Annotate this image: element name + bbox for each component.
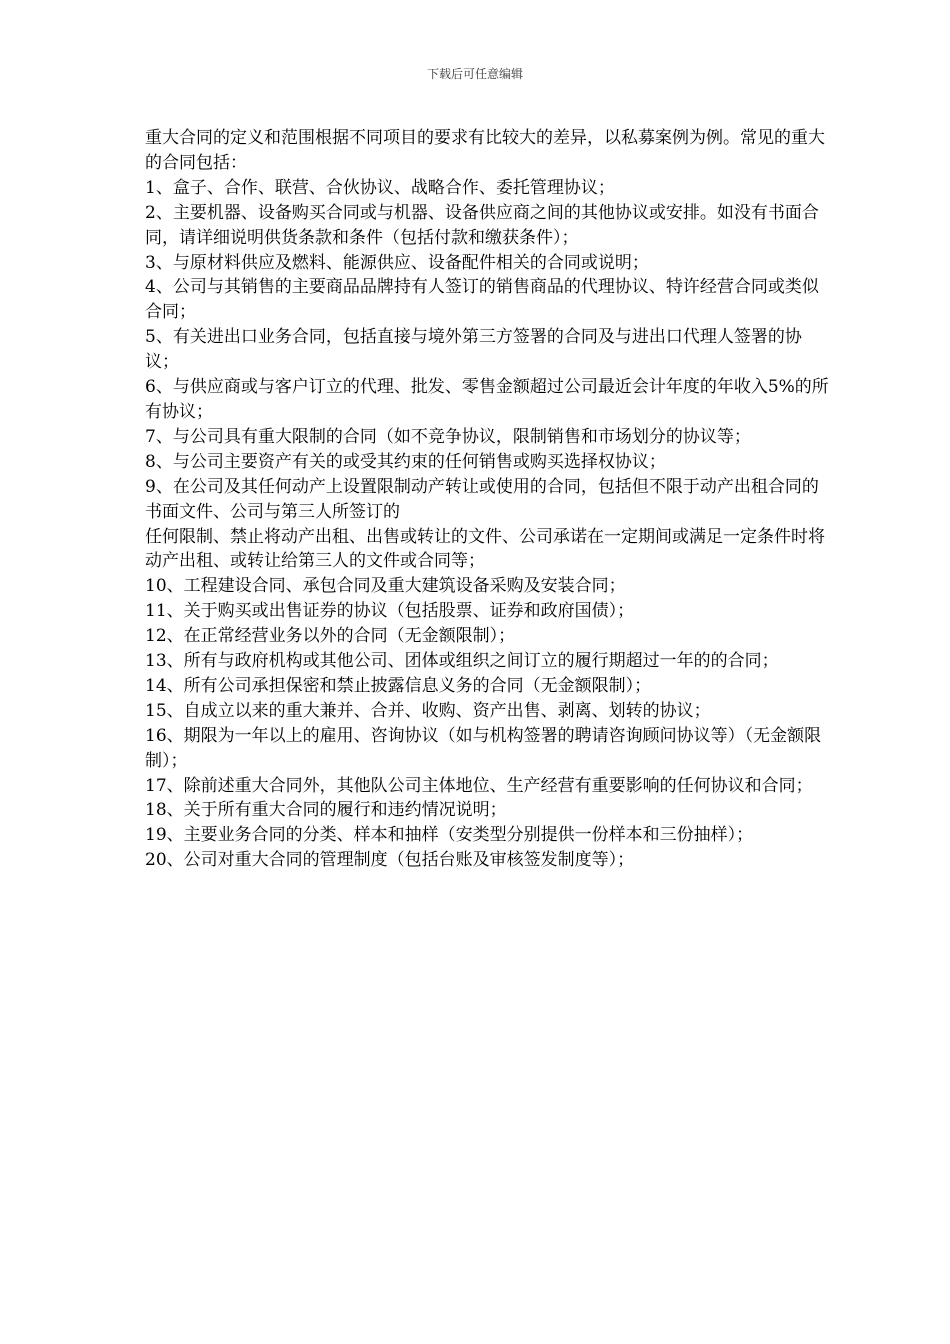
list-item: 3、与原材料供应及燃料、能源供应、设备配件相关的合同或说明；	[145, 252, 649, 273]
list-item: 15、自成立以来的重大兼并、合并、收购、资产出售、剥离、划转的协议；	[145, 700, 711, 721]
list-item: 2、主要机器、设备购买合同或与机器、设备供应商之间的其他协议或安排。如没有书面合同，请详细说明供货条款和条件（包括付款和缴获条件）；	[145, 202, 819, 248]
list-item: 7、与公司具有重大限制的合同（如不竞争协议，限制销售和市场划分的协议等；	[145, 426, 751, 447]
list-item: 9、在公司及其任何动产上设置限制动产转让或使用的合同，包括但不限于动产出租合同的书面文件、公司与第三人所签订的	[145, 476, 819, 522]
list-item: 10、工程建设合同、承包合同及重大建筑设备采购及安装合同；	[145, 576, 626, 597]
intro-paragraph: 重大合同的定义和范围根据不同项目的要求有比较大的差异，以私募案例为例。常见的重大的合同包括：	[145, 128, 825, 173]
list-item: 5、有关进出口业务合同，包括直接与境外第三方签署的合同及与进出口代理人签署的协议；	[145, 327, 802, 373]
document-body	[145, 126, 830, 873]
list-item: 8、与公司主要资产有关的或受其约束的任何销售或购买选择权协议；	[145, 451, 666, 472]
list-item: 16、期限为一年以上的雇用、咨询协议（如与机构签署的聘请咨询顾问协议等）（无金额限制）；	[145, 725, 822, 771]
list-item: 1、盒子、合作、联营、合伙协议、战略合作、委托管理协议；	[145, 177, 615, 198]
list-item: 13、所有与政府机构或其他公司、团体或组织之间订立的履行期超过一年的的合同；	[145, 651, 779, 672]
list-item: 11、关于购买或出售证券的协议（包括股票、证券和政府国债）；	[145, 601, 635, 622]
list-item: 12、在正常经营业务以外的合同（无金额限制）；	[145, 626, 516, 647]
header-note: 下载后可任意编辑	[426, 67, 523, 81]
list-item: 14、所有公司承担保密和禁止披露信息义务的合同（无金额限制）；	[145, 675, 652, 696]
list-item: 17、除前述重大合同外，其他队公司主体地位、生产经营有重要影响的任何协议和合同；	[145, 775, 813, 796]
list-item: 19、主要业务合同的分类、样本和抽样（安类型分别提供一份样本和三份抽样）；	[145, 825, 754, 846]
list-item: 4、公司与其销售的主要商品品牌持有人签订的销售商品的代理协议、特许经营合同或类似合同；	[145, 277, 819, 323]
list-item: 6、与供应商或与客户订立的代理、批发、零售金额超过公司最近会计年度的年收入5%的所有协议；	[145, 377, 829, 422]
list-item: 20、公司对重大合同的管理制度（包括台账及审核签发制度等）；	[145, 850, 635, 871]
list-item: 18、关于所有重大合同的履行和违约情况说明；	[145, 800, 507, 821]
list-item-continuation: 任何限制、禁止将动产出租、出售或转让的文件、公司承诺在一定期间或满足一定条件时将动产出租、或转让给第三人的文件或合同等；	[145, 526, 825, 572]
